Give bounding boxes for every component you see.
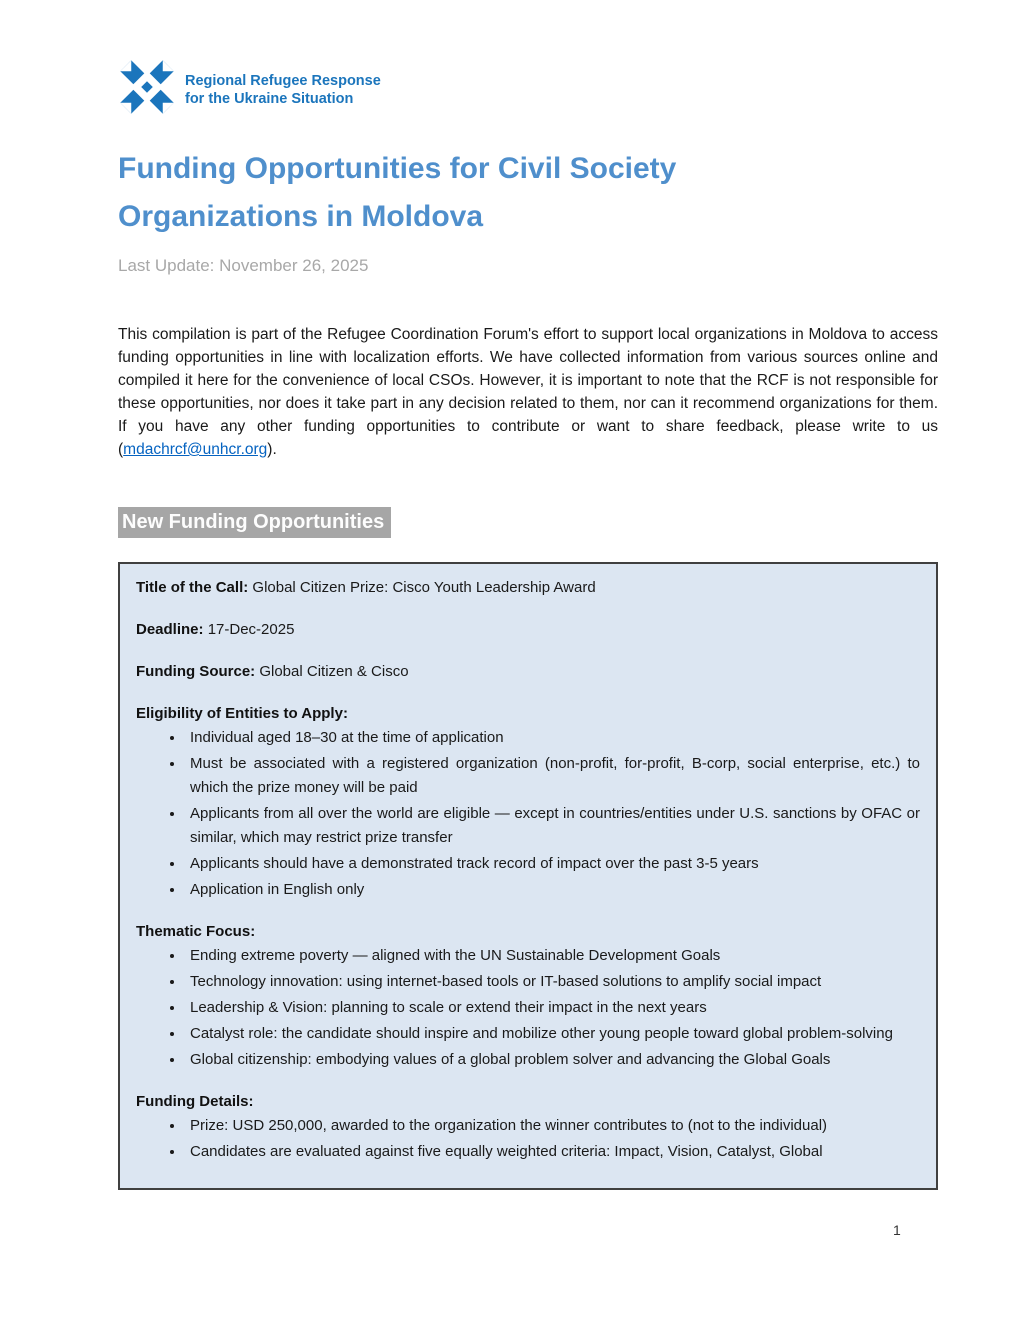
list-item: • Applicants should have a demonstrated track record of impact over the past 3-5 years [185, 852, 920, 876]
funding-details-section-label: Funding Details: [136, 1093, 254, 1110]
intro-text-before-link: This compilation is part of the Refugee Coordination Forum's effort to support local organizations in Moldova to access funding opportunities in line with localization efforts. We have collected information from various sources online and compiled it here for the convenience of local CSOs. However, it is important to note that the RCF is not responsible for these opportunities, nor does it take part in any decision related to them, nor can it recommend organizations for them. If you have any other funding opportunities to contribute or want to share feedback, please write to us ( [118, 326, 938, 458]
deadline-row [136, 618, 920, 642]
eligibility-section-label: Eligibility of Entities to Apply: [136, 705, 348, 722]
list-item: • Candidates are evaluated against five equally weighted criteria: Impact, Vision, Catalyst, Global [185, 1140, 920, 1164]
funding-call-box [118, 562, 938, 1190]
refugee-response-x-icon [118, 58, 176, 116]
list-item: • Catalyst role: the candidate should inspire and mobilize other young people toward global problem-solving [185, 1022, 920, 1046]
funding-source-value: Global Citizen & Cisco [259, 663, 409, 680]
list-item: • Prize: USD 250,000, awarded to the organization the winner contributes to (not to the individual) [185, 1114, 920, 1138]
list-item: • Ending extreme poverty — aligned with the UN Sustainable Development Goals [185, 944, 920, 968]
contact-email-link[interactable]: mdachrcf@unhcr.org [123, 441, 268, 458]
list-item: • Technology innovation: using internet-based tools or IT-based solutions to amplify social impact [185, 970, 920, 994]
deadline-label: Deadline: [136, 621, 204, 638]
page-number: 1 [893, 1222, 901, 1238]
funding-details-list [136, 1114, 920, 1164]
funding-source-label: Funding Source: [136, 663, 256, 680]
list-item: • Application in English only [185, 878, 920, 902]
list-item: • Applicants from all over the world are eligible — except in countries/entities under U.S. sanctions by OFAC or similar, which may restrict prize transfer [185, 802, 920, 850]
section-heading-new-funding-opportunities: New Funding Opportunities [118, 507, 391, 538]
intro-paragraph [118, 323, 938, 461]
list-item: • Must be associated with a registered organization (non-profit, for-profit, B-corp, social enterprise, etc.) to which the prize money will be paid [185, 752, 920, 800]
call-title-label: Title of the Call: [136, 579, 249, 596]
page-title: Funding Opportunities for Civil Society Organizations in Moldova [118, 152, 677, 233]
eligibility-list [136, 726, 920, 902]
deadline-value: 17-Dec-2025 [207, 621, 295, 638]
thematic-focus-list [136, 944, 920, 1072]
thematic-focus-section-label: Thematic Focus: [136, 923, 256, 940]
list-item: • Leadership & Vision: planning to scale or extend their impact in the next years [185, 996, 920, 1020]
logo-text-line1: Regional Refugee Response [185, 73, 381, 89]
call-title-value: Global Citizen Prize: Cisco Youth Leadership Award [252, 579, 596, 596]
logo-text [185, 66, 381, 108]
funding-source-row [136, 660, 920, 684]
list-item: • Individual aged 18–30 at the time of application [185, 726, 920, 750]
logo-text-line2: for the Ukraine Situation [185, 91, 354, 107]
document-content [118, 0, 938, 1190]
call-title-row [136, 576, 920, 600]
intro-text-after-link: ). [267, 441, 277, 458]
list-item: • Global citizenship: embodying values of a global problem solver and advancing the Global Goals [185, 1048, 920, 1072]
last-update-date: Last Update: November 26, 2025 [118, 256, 369, 275]
org-logo [118, 58, 938, 116]
